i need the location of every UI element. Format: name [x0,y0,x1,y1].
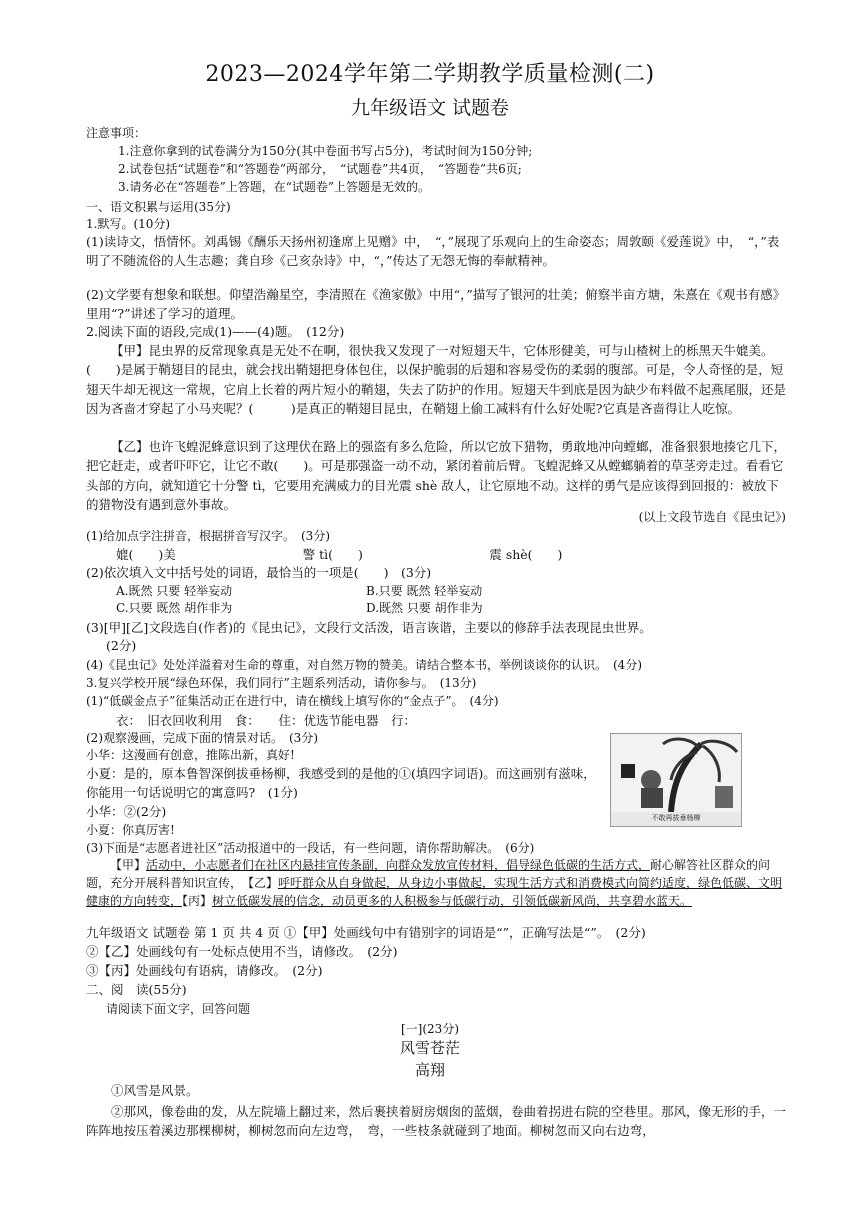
dialogue-line-4: 小夏：你真厉害! [86,823,175,837]
q1-part1: (1)读诗文，悟情怀。刘禹锡《酬乐天扬州初逢席上见赠》中， “，”展现了乐观向上的生命姿态；周敦颐《爱莲说》中， “，”表明了不随流俗的人生志趣；龚自珍《己亥杂诗》中，“，”传达了无怨无悔的奉献精神。 [86,234,780,269]
article-title: 风雪苍茫 [399,1039,460,1057]
q3-sub1-row: 衣： 旧衣回收利用 食： 住：优选节能电器 行： [116,713,417,728]
q2-sub1-item-b: 警 tì( ) [302,547,363,562]
q1-head: 1.默写。(10分) [86,217,171,231]
notice-heading: 注意事项： [86,126,147,140]
q1-part2: (2)文学要有想象和联想。仰望浩瀚星空，李清照在《渔家傲》中用“，”描写了银河的壮美；俯察半亩方塘，朱熹在《观书有感》里用“?”讲述了学习的道理。 [86,287,786,322]
q2-sub3: (3)[甲][乙]文段选自(作者)的《昆虫记》，文段行文活泼，语言诙谐，主要以的修辞手法表现昆虫世界。 [86,620,652,635]
section2-heading: 二、阅 读(55分) [86,982,187,997]
dialogue-line-2: 小夏：是的，原本鲁智深倒拔垂杨柳，我感受到的是他的①(填四字词语)。而这画别有滋味，你能用一句话说明它的寓意吗? (1分) [86,766,596,801]
exam-title: 2023—2024学年第二学期教学质量检测(二) [205,62,655,87]
article-para-2: ②那风，像卷曲的发，从左院墙上翻过来，然后裹挟着厨房烟囱的蓝烟，卷曲着拐进右院的空巷里。那风，像无形的手，一阵阵地按压着溪边那棵柳树，柳树忽而向左边弯， 弯，一些枝条就碰到了地面。柳树忽而又向右边弯， [86,1104,787,1139]
report-middle: 耐心解答社区群众的问题，充分开展科普知识宣传， [86,858,771,890]
option-c: C.只要 既然 胡作非为 [116,601,233,615]
q2-passage-jia: 【甲】昆虫界的反常现象真是无处不在啊，很快我又发现了一对短翅天牛，它体形健美，可与山楂树上的栎黑天牛媲美。 ( )是属于鞘翅目的昆虫，就会找出鞘翅把身体包住，以保护脆弱的后翅和容易受伤的柔弱的腹部。可是，令人奇怪的是，短翅天牛却无视这一常规，它肩上长着的两片短小的鞘翅，失去了防护的作用。短翅天牛到底是因为缺少布料做不起燕尾服，还是因为吝啬才穿起了小马夹呢？( )是真正的鞘翅目昆虫，在鞘翅上偷工减料有什么好处呢?它真是吝啬得让人吃惊。 [86,343,787,417]
comic-caption: 不敢再拔垂杨柳 [651,814,701,822]
report-paragraph [86,856,786,910]
report-label-yi: 【乙】 [248,876,279,890]
exam-subtitle: 九年级语文 试题卷 [350,97,510,119]
option-d: D.既然 只要 胡作非为 [366,601,483,615]
report-yi-underlined: 呼吁群众从自身做起，从身边小事做起，实现生活方式和消费模式向简约适度，绿色低碳、文明健康的方向转变， [86,876,783,908]
option-a: A.既然 只要 轻举妄动 [116,584,233,598]
q2-sub3-points: (2分) [106,638,137,653]
report-label-jia: 【甲】 [110,858,147,872]
q3-3-item-2: ②【乙】处画线句有一处标点使用不当，请修改。 (2分) [86,944,398,959]
q2-options-row2 [116,599,616,618]
q2-head: 2.阅读下面的语段,完成(1)——(4)题。 (12分) [86,324,345,339]
q2-sub2: (2)依次填入文中括号处的词语，最恰当的一项是( ) (3分) [86,565,432,580]
comic-image [610,733,742,827]
notice-item-1: 1.注意你拿到的试卷满分为150分(其中卷面书写占5分)，考试时间为150分钟; [118,144,533,158]
q2-sub1-row [116,545,676,564]
report-label-bing: 【丙】 [182,894,213,908]
report-bing-underlined: 树立低碳发展的信念，动员更多的人积极参与低碳行动，引领低碳新风尚，共享碧水蓝天。 [212,894,693,908]
q3-sub3: (3)下面是“志愿者进社区”活动报道中的一段话，有一些问题，请你帮助解决。 (6分) [86,841,535,855]
q2-sub1: (1)给加点字注拼音，根据拼音写汉字。 (3分) [86,529,330,543]
dialogue-line-3: 小华：②(2分) [86,804,167,819]
option-b: B.只要 既然 轻举妄动 [366,584,483,598]
report-jia-underlined: 活动中，小志愿者们在社区内悬挂宣传条副，向群众发放宣传材料，倡导绿色低碳的生活方式， [146,858,651,872]
q2-options-row1 [116,582,616,601]
q2-sub4: (4)《昆虫记》处处洋溢着对生命的尊重，对自然万物的赞美。请结合整本书，举例谈谈你的认识。 (4分) [86,658,643,672]
comic-illustration [611,734,741,812]
section2-intro: 请阅读下面文字，回答问题 [106,1002,251,1016]
q2-source: (以上文段节选自《昆虫记》) [638,510,786,524]
q3-head: 3.复兴学校开展“绿色环保，我们同行”主题系列活动，请你参与。 (13分) [86,676,477,690]
q2-sub1-item-a: 媲( )美 [116,547,176,562]
section1-heading: 一、语文积累与运用(35分) [86,200,231,214]
dialogue-line-1: 小华：这漫画有创意，推陈出新，真好! [86,748,295,762]
q3-3-item-3: ③【丙】处画线句有语病，请修改。 (2分) [86,963,323,978]
article-author: 高翔 [414,1061,445,1079]
q2-sub1-item-c: 震 shè( ) [489,547,563,562]
notice-item-3: 3.请务必在“答题卷”上答题，在“试题卷”上答题是无效的。 [118,180,430,194]
page-footer-and-q3-1: 九年级语文 试题卷 第 1 页 共 4 页 ①【甲】处画线句中有错别字的词语是“”，正确写法是“”。 (2分) [86,925,646,940]
q2-passage-yi: 【乙】也许飞蝗泥蜂意识到了这理伏在路上的强盗有多么危险，所以它放下猎物，勇敢地冲向螳螂，准备狠狠地揍它几下，把它赶走，或者吓吓它，让它不敢( )。可是那强盗一动不动，紧闭着前后臂。飞蝗泥蜂又从螳螂躺着的草茎旁走过。看看它头部的方向，就知道它十分警 tì，它要用充满威力的目光震 shè 敌人，让它原地不动。这样的勇气是应该得到回报的：被放下的猎物没有遇到意外事故。 [86,439,787,513]
reading-part-label: [一](23分) [401,1022,459,1036]
q3-sub2: (2)观察漫画，完成下面的情景对话。 (3分) [86,731,318,745]
notice-item-2: 2.试卷包括“试题卷”和“答题卷”两部分， “试题卷”共4页， “答题卷”共6页; [118,162,522,176]
article-para-1: ①风雪是风景。 [111,1083,199,1098]
q3-sub1: (1)“低碳金点子”征集活动正在进行中，请在横线上填写你的“金点子”。 (4分) [86,694,499,708]
